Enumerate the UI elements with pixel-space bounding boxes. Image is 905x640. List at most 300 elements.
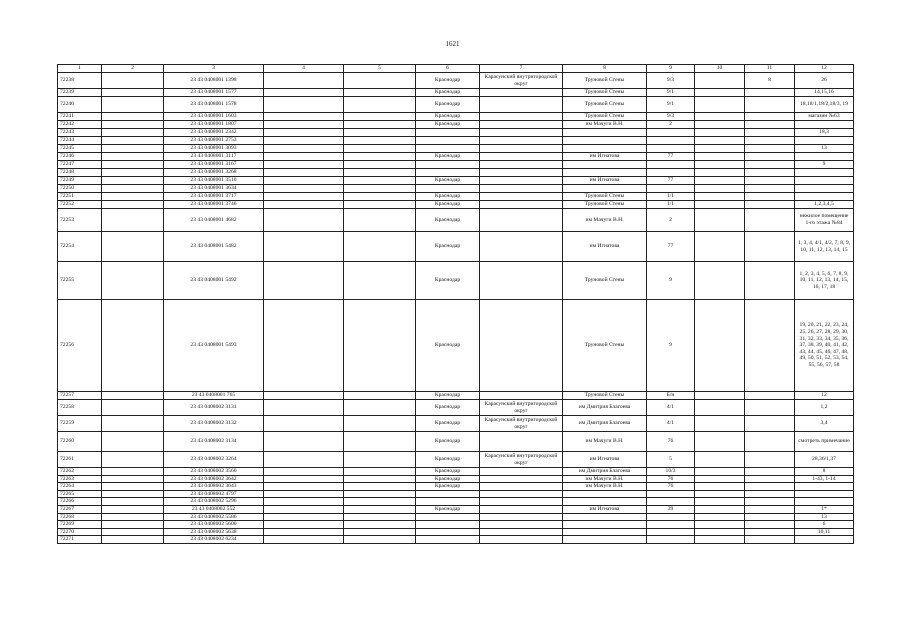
cell-col6: Краснодар xyxy=(416,232,480,262)
cell-col2 xyxy=(102,153,164,161)
cell-col11 xyxy=(745,452,795,468)
table-row xyxy=(58,505,854,513)
cell-col9: 4/1 xyxy=(647,416,695,432)
table-row xyxy=(58,392,854,400)
cell-col4 xyxy=(264,201,344,209)
table-row xyxy=(58,432,854,452)
cell-col11 xyxy=(745,521,795,529)
cell-col3: 23 43 0408002 5638 xyxy=(164,528,264,536)
cell-col8: им Игнатова xyxy=(563,505,647,513)
cell-col3: 23 43 0408001 765 xyxy=(164,392,264,400)
cell-col6 xyxy=(416,521,480,529)
cell-col2 xyxy=(102,161,164,169)
cell-col4 xyxy=(264,262,344,300)
cell-col1: 72270 xyxy=(58,528,102,536)
cell-col3: 23 43 0408001 3117 xyxy=(164,153,264,161)
cell-col4 xyxy=(264,145,344,153)
cell-col2 xyxy=(102,400,164,416)
cell-col1: 72247 xyxy=(58,161,102,169)
cell-col10 xyxy=(695,185,745,193)
cell-col2 xyxy=(102,521,164,529)
cell-col6: Краснодар xyxy=(416,505,480,513)
cell-col8: им Игнатова xyxy=(563,452,647,468)
cell-col9: 39 xyxy=(647,505,695,513)
cell-col3: 23 43 0408001 3167 xyxy=(164,161,264,169)
cell-col7 xyxy=(480,113,563,121)
cell-col6 xyxy=(416,145,480,153)
cell-col11 xyxy=(745,177,795,185)
cell-col6: Краснодар xyxy=(416,201,480,209)
table-row xyxy=(58,300,854,392)
cell-col3: 23 43 0408001 5482 xyxy=(164,232,264,262)
cell-col8: Труновой Стены xyxy=(563,300,647,392)
cell-col9 xyxy=(647,528,695,536)
cell-col2 xyxy=(102,483,164,491)
cell-col11 xyxy=(745,300,795,392)
table-row xyxy=(58,89,854,97)
cell-col12 xyxy=(795,483,854,491)
cell-col9: 9/3 xyxy=(647,113,695,121)
cell-col5 xyxy=(344,416,416,432)
column-header: 2 xyxy=(102,65,164,73)
cell-col6: Краснодар xyxy=(416,300,480,392)
cell-col6: Краснодар xyxy=(416,432,480,452)
cell-col7 xyxy=(480,536,563,544)
cell-col8 xyxy=(563,513,647,521)
cell-col3: 23 43 0408001 5493 xyxy=(164,300,264,392)
cell-col5 xyxy=(344,209,416,232)
cell-col6 xyxy=(416,185,480,193)
cell-col6: Краснодар xyxy=(416,483,480,491)
cell-col5 xyxy=(344,185,416,193)
cell-col10 xyxy=(695,392,745,400)
cell-col9 xyxy=(647,536,695,544)
cell-col4 xyxy=(264,498,344,506)
cell-col12 xyxy=(795,153,854,161)
cell-col6: Краснодар xyxy=(416,262,480,300)
cell-col6: Краснодар xyxy=(416,416,480,432)
cell-col11 xyxy=(745,505,795,513)
cell-col2 xyxy=(102,177,164,185)
cell-col2 xyxy=(102,232,164,262)
cell-col4 xyxy=(264,432,344,452)
table-row xyxy=(58,475,854,483)
cell-col3: 23 43 0408002 5586 xyxy=(164,513,264,521)
cell-col3: 23 43 0408001 1398 xyxy=(164,73,264,89)
cell-col2 xyxy=(102,513,164,521)
cell-col4 xyxy=(264,521,344,529)
cell-col10 xyxy=(695,528,745,536)
cell-col3: 23 43 0408001 3746 xyxy=(164,201,264,209)
cell-col8: им Мачуги В.Н. xyxy=(563,209,647,232)
cell-col8 xyxy=(563,129,647,137)
table-row xyxy=(58,452,854,468)
cell-col3: 23 43 0408002 3134 xyxy=(164,432,264,452)
cell-col3: 23 43 0408002 4797 xyxy=(164,490,264,498)
cell-col9: 9/3 xyxy=(647,73,695,89)
cell-col4 xyxy=(264,193,344,201)
cell-col9 xyxy=(647,498,695,506)
cell-col8: Труновой Стены xyxy=(563,392,647,400)
cell-col4 xyxy=(264,528,344,536)
cell-col10 xyxy=(695,201,745,209)
cell-col3: 23 43 0408002 5600 xyxy=(164,521,264,529)
cell-col7 xyxy=(480,137,563,145)
cell-col10 xyxy=(695,521,745,529)
table-row xyxy=(58,73,854,89)
cell-col7 xyxy=(480,201,563,209)
cell-col2 xyxy=(102,185,164,193)
cell-col10 xyxy=(695,505,745,513)
cell-col12: 6 xyxy=(795,521,854,529)
cell-col8: Труновой Стены xyxy=(563,113,647,121)
cell-col9: 9/1 xyxy=(647,97,695,113)
cell-col7 xyxy=(480,483,563,491)
cell-col12 xyxy=(795,177,854,185)
cell-col12 xyxy=(795,169,854,177)
cell-col8: Труновой Стены xyxy=(563,89,647,97)
cell-col11 xyxy=(745,121,795,129)
cell-col6: Краснодар xyxy=(416,400,480,416)
cell-col6: Краснодар xyxy=(416,113,480,121)
cell-col7: Карасунский внутригородской округ xyxy=(480,452,563,468)
cell-col3: 23 43 0408001 3093 xyxy=(164,145,264,153)
cell-col6: Краснодар xyxy=(416,153,480,161)
cell-col10 xyxy=(695,177,745,185)
cell-col1: 72264 xyxy=(58,483,102,491)
cell-col12: 19, 20, 21, 22, 23, 24, 25, 26, 27, 28, 29, 30, 31, 32, 33, 34, 35, 36, 37, 38, 39, 40, 41, 42, 43, 44, 45, 46, 47, 48, 49, 50, 51, 52, 53, 54, 55, 56, 57, 58 xyxy=(795,300,854,392)
cell-col7 xyxy=(480,89,563,97)
cell-col9: 4/1 xyxy=(647,400,695,416)
cell-col2 xyxy=(102,392,164,400)
table-row xyxy=(58,97,854,113)
cell-col9: 9 xyxy=(647,262,695,300)
cell-col1: 72266 xyxy=(58,498,102,506)
cell-col4 xyxy=(264,73,344,89)
cell-col10 xyxy=(695,113,745,121)
column-header: 7 xyxy=(480,65,563,73)
cell-col8: им Мачуги В.Н. xyxy=(563,432,647,452)
cell-col10 xyxy=(695,209,745,232)
cell-col8: им Мачуги В.Н. xyxy=(563,483,647,491)
cell-col11 xyxy=(745,185,795,193)
table-row xyxy=(58,483,854,491)
cell-col5 xyxy=(344,300,416,392)
cell-col11 xyxy=(745,209,795,232)
cell-col1: 72239 xyxy=(58,89,102,97)
cell-col1: 72262 xyxy=(58,468,102,476)
cell-col9 xyxy=(647,185,695,193)
cell-col12: 14,15,16 xyxy=(795,89,854,97)
cell-col4 xyxy=(264,416,344,432)
cell-col4 xyxy=(264,475,344,483)
cell-col5 xyxy=(344,392,416,400)
cell-col8 xyxy=(563,161,647,169)
cell-col11 xyxy=(745,89,795,97)
cell-col1: 72269 xyxy=(58,521,102,529)
column-header: 11 xyxy=(745,65,795,73)
cell-col3: 23 43 0408002 3132 xyxy=(164,416,264,432)
cell-col8 xyxy=(563,536,647,544)
cell-col6: Краснодар xyxy=(416,193,480,201)
cell-col11 xyxy=(745,129,795,137)
cell-col4 xyxy=(264,161,344,169)
cell-col3: 23 43 0408001 5492 xyxy=(164,262,264,300)
cell-col9 xyxy=(647,129,695,137)
cell-col3: 23 43 0408001 1603 xyxy=(164,113,264,121)
column-header: 9 xyxy=(647,65,695,73)
cell-col12: 9 xyxy=(795,161,854,169)
cell-col10 xyxy=(695,498,745,506)
cell-col11 xyxy=(745,145,795,153)
cell-col7 xyxy=(480,161,563,169)
cell-col7 xyxy=(480,468,563,476)
cell-col11 xyxy=(745,536,795,544)
column-header: 6 xyxy=(416,65,480,73)
cell-col7 xyxy=(480,392,563,400)
cell-col7 xyxy=(480,232,563,262)
cell-col4 xyxy=(264,169,344,177)
table-row xyxy=(58,137,854,145)
table-row xyxy=(58,153,854,161)
cell-col11 xyxy=(745,97,795,113)
page-number: 1621 xyxy=(445,40,460,48)
table-row xyxy=(58,129,854,137)
cell-col10 xyxy=(695,232,745,262)
cell-col1: 72254 xyxy=(58,232,102,262)
cell-col7 xyxy=(480,475,563,483)
cell-col12: 28,36/1,37 xyxy=(795,452,854,468)
cell-col12: 1,2 xyxy=(795,400,854,416)
cell-col10 xyxy=(695,161,745,169)
cell-col5 xyxy=(344,129,416,137)
cell-col6 xyxy=(416,169,480,177)
cell-col9 xyxy=(647,490,695,498)
cell-col1: 72241 xyxy=(58,113,102,121)
cell-col1: 72250 xyxy=(58,185,102,193)
cell-col1: 72251 xyxy=(58,193,102,201)
cell-col5 xyxy=(344,169,416,177)
cell-col12: нежилое помещение 1-го этажа №84 xyxy=(795,209,854,232)
cell-col1: 72271 xyxy=(58,536,102,544)
cell-col9: 2 xyxy=(647,209,695,232)
cell-col6: Краснодар xyxy=(416,177,480,185)
cell-col1: 72267 xyxy=(58,505,102,513)
cell-col12: 1* xyxy=(795,505,854,513)
cell-col9: 76 xyxy=(647,475,695,483)
cell-col6 xyxy=(416,490,480,498)
table-row xyxy=(58,185,854,193)
cell-col3: 23 43 0408002 3642 xyxy=(164,475,264,483)
cell-col9 xyxy=(647,521,695,529)
cell-col12: 18,18/1,18/2,18/3, 19 xyxy=(795,97,854,113)
cell-col4 xyxy=(264,113,344,121)
cell-col5 xyxy=(344,468,416,476)
cell-col9: 10/3 xyxy=(647,468,695,476)
cell-col8: им Мачуги В.Н. xyxy=(563,121,647,129)
cell-col3: 23 43 0408002 3560 xyxy=(164,468,264,476)
cell-col12: 13 xyxy=(795,513,854,521)
cell-col11 xyxy=(745,232,795,262)
cell-col8: Труновой Стены xyxy=(563,193,647,201)
cell-col10 xyxy=(695,536,745,544)
cell-col4 xyxy=(264,468,344,476)
cell-col4 xyxy=(264,536,344,544)
cell-col2 xyxy=(102,201,164,209)
table-row xyxy=(58,400,854,416)
cell-col1: 72238 xyxy=(58,73,102,89)
cell-col1: 72252 xyxy=(58,201,102,209)
cell-col2 xyxy=(102,137,164,145)
cell-col12: магазин №63 xyxy=(795,113,854,121)
cell-col12 xyxy=(795,185,854,193)
cell-col2 xyxy=(102,475,164,483)
table-row xyxy=(58,177,854,185)
cell-col8: Труновой Стены xyxy=(563,97,647,113)
cell-col9 xyxy=(647,161,695,169)
cell-col12 xyxy=(795,137,854,145)
cell-col2 xyxy=(102,528,164,536)
cell-col10 xyxy=(695,121,745,129)
cell-col5 xyxy=(344,513,416,521)
table-row xyxy=(58,161,854,169)
cell-col10 xyxy=(695,475,745,483)
cell-col5 xyxy=(344,452,416,468)
cell-col6 xyxy=(416,528,480,536)
cell-col4 xyxy=(264,513,344,521)
cell-col3: 23 43 0408001 2342 xyxy=(164,129,264,137)
cell-col10 xyxy=(695,400,745,416)
cell-col8 xyxy=(563,490,647,498)
cell-col5 xyxy=(344,97,416,113)
cell-col1: 72265 xyxy=(58,490,102,498)
cell-col6: Краснодар xyxy=(416,475,480,483)
cell-col3: 23 43 0408001 3634 xyxy=(164,185,264,193)
cell-col12 xyxy=(795,490,854,498)
cell-col5 xyxy=(344,536,416,544)
table-row xyxy=(58,490,854,498)
cell-col9: 77 xyxy=(647,153,695,161)
cell-col6 xyxy=(416,498,480,506)
cell-col6: Краснодар xyxy=(416,97,480,113)
column-header: 3 xyxy=(164,65,264,73)
cell-col2 xyxy=(102,209,164,232)
cell-col1: 72249 xyxy=(58,177,102,185)
cell-col11 xyxy=(745,153,795,161)
cell-col12: 13 xyxy=(795,145,854,153)
register-table xyxy=(57,64,854,544)
cell-col5 xyxy=(344,483,416,491)
cell-col2 xyxy=(102,73,164,89)
cell-col1: 72256 xyxy=(58,300,102,392)
cell-col5 xyxy=(344,89,416,97)
cell-col9: 9/1 xyxy=(647,89,695,97)
cell-col9: 9 xyxy=(647,300,695,392)
cell-col2 xyxy=(102,97,164,113)
cell-col7 xyxy=(480,145,563,153)
table-header-row xyxy=(58,65,854,73)
cell-col5 xyxy=(344,475,416,483)
table-row xyxy=(58,232,854,262)
cell-col2 xyxy=(102,432,164,452)
cell-col4 xyxy=(264,89,344,97)
cell-col1: 72242 xyxy=(58,121,102,129)
cell-col4 xyxy=(264,97,344,113)
cell-col1: 72245 xyxy=(58,145,102,153)
cell-col1: 72255 xyxy=(58,262,102,300)
cell-col1: 72257 xyxy=(58,392,102,400)
cell-col4 xyxy=(264,300,344,392)
cell-col4 xyxy=(264,232,344,262)
cell-col12: 1,2,3,4,5 xyxy=(795,201,854,209)
cell-col12 xyxy=(795,193,854,201)
table-row xyxy=(58,193,854,201)
cell-col9: 1/1 xyxy=(647,201,695,209)
cell-col10 xyxy=(695,416,745,432)
cell-col1: 72243 xyxy=(58,129,102,137)
cell-col11 xyxy=(745,169,795,177)
cell-col1: 72244 xyxy=(58,137,102,145)
cell-col10 xyxy=(695,145,745,153)
cell-col10 xyxy=(695,169,745,177)
cell-col7 xyxy=(480,121,563,129)
cell-col2 xyxy=(102,121,164,129)
cell-col5 xyxy=(344,505,416,513)
cell-col12: смотреть примечание xyxy=(795,432,854,452)
column-header: 10 xyxy=(695,65,745,73)
cell-col1: 72261 xyxy=(58,452,102,468)
cell-col9: 1/1 xyxy=(647,193,695,201)
cell-col2 xyxy=(102,262,164,300)
cell-col11 xyxy=(745,161,795,169)
cell-col7 xyxy=(480,521,563,529)
cell-col1: 72253 xyxy=(58,209,102,232)
cell-col7 xyxy=(480,129,563,137)
cell-col3: 23 43 0408001 3717 xyxy=(164,193,264,201)
cell-col3: 23 43 0408002 3643 xyxy=(164,483,264,491)
cell-col7: Карасунский внутригородской округ xyxy=(480,416,563,432)
cell-col8: им Игнатова xyxy=(563,177,647,185)
cell-col12: 26 xyxy=(795,73,854,89)
cell-col8: Труновой Стены xyxy=(563,73,647,89)
cell-col3: 23 43 0408001 3510 xyxy=(164,177,264,185)
cell-col5 xyxy=(344,490,416,498)
cell-col10 xyxy=(695,73,745,89)
table-row xyxy=(58,416,854,432)
cell-col9: 2 xyxy=(647,121,695,129)
cell-col10 xyxy=(695,452,745,468)
cell-col7 xyxy=(480,193,563,201)
cell-col8: Труновой Стены xyxy=(563,201,647,209)
cell-col9 xyxy=(647,169,695,177)
cell-col3: 23 43 0408001 1577 xyxy=(164,89,264,97)
cell-col12: 1-43, 1-14 xyxy=(795,475,854,483)
table-row xyxy=(58,262,854,300)
cell-col2 xyxy=(102,468,164,476)
table-row xyxy=(58,201,854,209)
cell-col11 xyxy=(745,137,795,145)
cell-col5 xyxy=(344,121,416,129)
cell-col11: 8 xyxy=(745,73,795,89)
cell-col3: 23 43 0408001 1807 xyxy=(164,121,264,129)
cell-col6 xyxy=(416,161,480,169)
cell-col8: им Дмитрия Благоева xyxy=(563,468,647,476)
cell-col12: 12 xyxy=(795,392,854,400)
cell-col1: 72246 xyxy=(58,153,102,161)
cell-col1: 72259 xyxy=(58,416,102,432)
cell-col6: Краснодар xyxy=(416,392,480,400)
cell-col2 xyxy=(102,300,164,392)
